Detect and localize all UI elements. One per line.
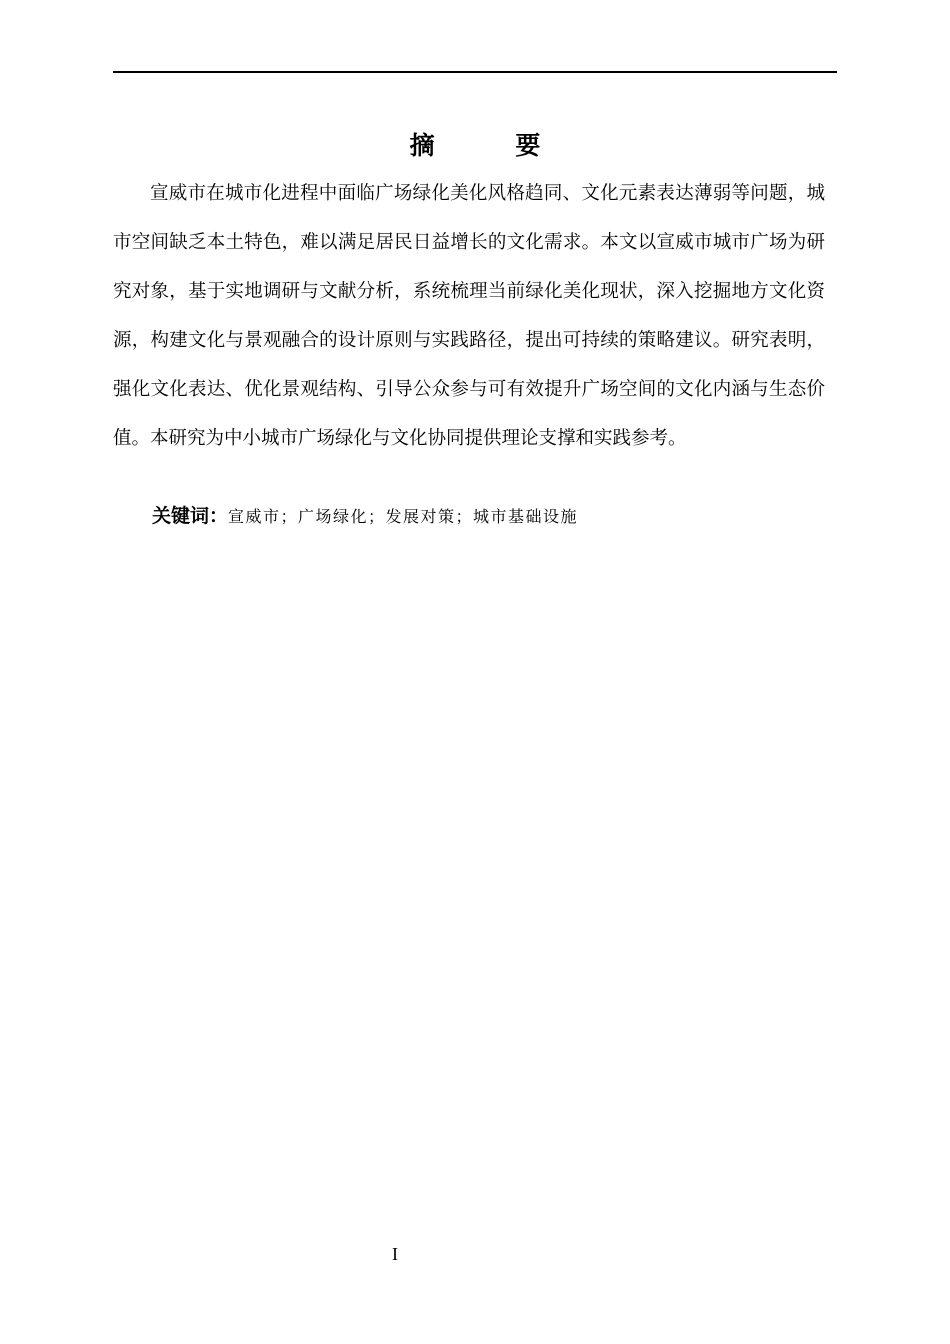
page-number: I [392, 1244, 398, 1264]
header-rule [113, 71, 837, 73]
abstract-body: 宣威市在城市化进程中面临广场绿化美化风格趋同、文化元素表达薄弱等问题，城市空间缺乏本土特色，难以满足居民日益增长的文化需求。本文以宣威市城市广场为研究对象，基于实地调研与文献分析，系统梳理当前绿化美化现状，深入挖掘地方文化资源，构建文化与景观融合的设计原则与实践路径，提出可持续的策略建议。研究表明，强化文化表达、优化景观结构、引导公众参与可有效提升广场空间的文化内涵与生态价值。本研究为中小城市广场绿化与文化协同提供理论支撑和实践参考。 [113, 183, 825, 449]
abstract-title: 摘 要 [409, 131, 577, 160]
keywords-label: 关键词： [152, 505, 229, 527]
keywords-list: 宣威市；广场绿化；发展对策；城市基础设施 [228, 507, 579, 526]
keywords-line [152, 498, 825, 535]
